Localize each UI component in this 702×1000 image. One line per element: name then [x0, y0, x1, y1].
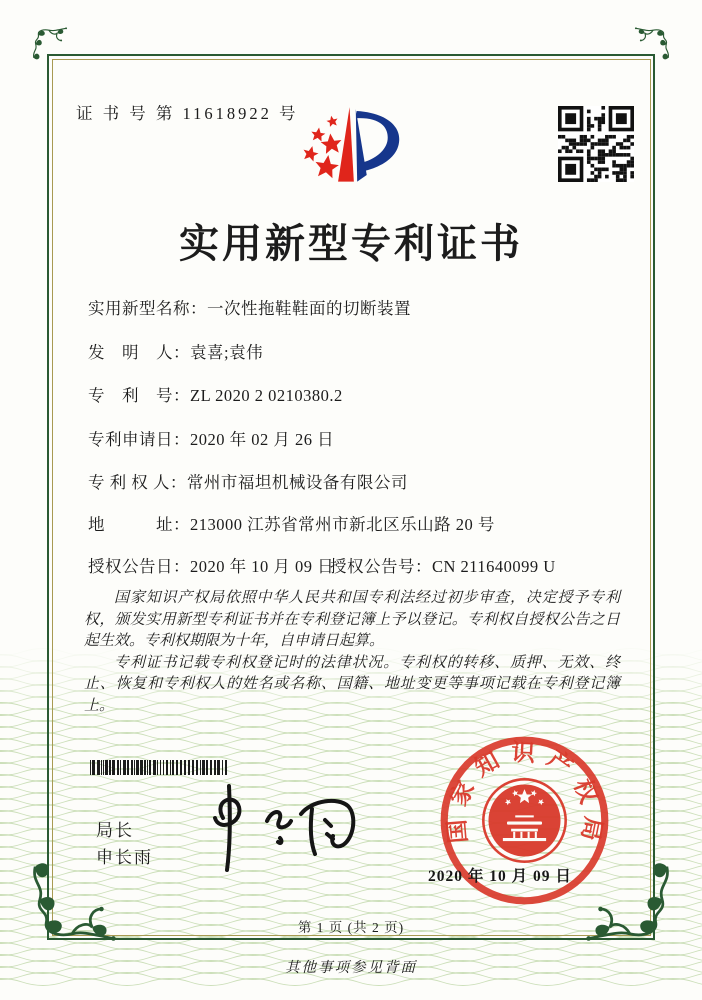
certificate-number: 证 书 号 第 11618922 号	[76, 104, 299, 123]
field-label: 授权公告号：	[330, 557, 432, 576]
logo-red-spike-icon	[338, 107, 354, 181]
national-emblem-icon	[483, 779, 565, 861]
commissioner-title: 局长	[96, 821, 134, 840]
field-label: 专 利 权 人：	[88, 473, 187, 492]
legal-paragraph-1: 国家知识产权局依照中华人民共和国专利法经过初步审查，决定授予专利权，颁发实用新型专利证书并在专利登记簿上予以登记。专利权自授权公告之日起生效。专利权期限为十年，自申请日起算。	[84, 590, 620, 649]
logo-stars-icon	[301, 115, 342, 179]
field-pair-grant-number	[330, 553, 556, 577]
field-label: 授权公告日：	[88, 557, 190, 576]
field-row-patent-number	[88, 382, 628, 406]
field-value: 2020 年 02 月 26 日	[190, 430, 335, 449]
field-value: 213000 江苏省常州市新北区乐山路 20 号	[190, 515, 495, 534]
field-value: CN 211640099 U	[432, 557, 556, 576]
field-value: 2020 年 10 月 09 日	[190, 557, 335, 576]
commissioner-signature	[195, 778, 370, 878]
corner-flourish-icon	[30, 26, 68, 64]
seal-date: 2020 年 10 月 09 日	[428, 868, 572, 885]
page-number: 第 1 页 (共 2 页)	[297, 920, 405, 935]
cnipa-logo	[296, 90, 426, 195]
field-value: 一次性拖鞋鞋面的切断装置	[207, 299, 411, 318]
certificate-title: 实用新型专利证书	[179, 221, 523, 266]
corner-flourish-icon	[634, 26, 672, 64]
field-value: ZL 2020 2 0210380.2	[190, 386, 343, 405]
field-label: 专 利 号：	[88, 386, 190, 405]
field-row-name	[88, 295, 628, 319]
commissioner-name: 申长雨	[96, 848, 153, 867]
field-row-address	[88, 511, 628, 535]
field-value: 袁喜;袁伟	[190, 343, 264, 362]
field-row-grant	[88, 553, 628, 577]
field-label: 发 明 人：	[88, 343, 190, 362]
barcode	[90, 760, 275, 775]
qr-code	[558, 106, 634, 182]
legal-paragraph-2: 专利证书记载专利权登记时的法律状况。专利权的转移、质押、无效、终止、恢复和专利权人的姓名或名称、国籍、地址变更等事项记载在专利登记簿上。	[84, 654, 620, 714]
back-side-note: 其他事项参见背面	[285, 960, 417, 976]
field-row-filing-date	[88, 426, 628, 450]
legal-text	[84, 588, 620, 717]
field-label: 专利申请日：	[88, 430, 190, 449]
field-label: 地 址：	[88, 515, 190, 534]
field-value: 常州市福坦机械设备有限公司	[186, 473, 408, 492]
seal-ring-text: 国家知识产权局	[443, 740, 606, 853]
field-row-inventor	[88, 339, 628, 363]
field-label: 实用新型名称：	[88, 299, 207, 318]
field-row-patentee	[88, 469, 628, 493]
